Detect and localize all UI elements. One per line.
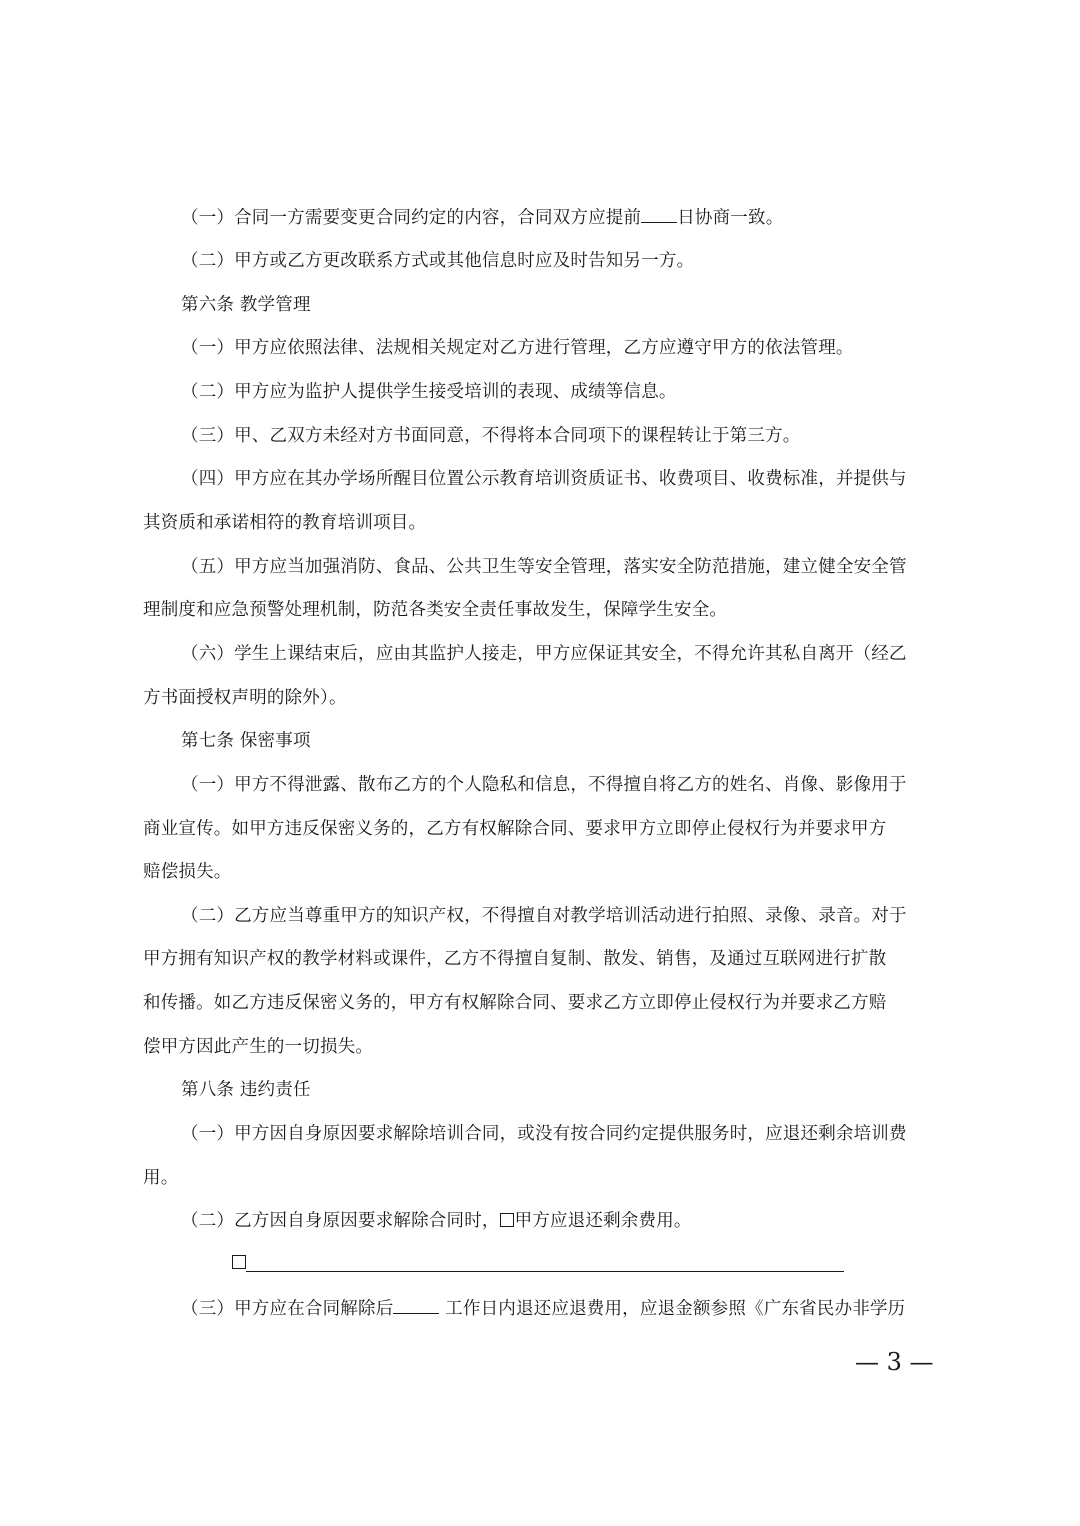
checkbox-icon[interactable] <box>232 1255 246 1269</box>
fill-in-blank <box>641 206 677 223</box>
article-7-heading: 第七条 保密事项 <box>181 731 311 751</box>
article-7-item-1-line-2: 商业宣传。如甲方违反保密义务的，乙方有权解除合同、要求甲方立即停止侵权行为并要求甲方 <box>143 819 887 839</box>
article-6-item-1: （一）甲方应依照法律、法规相关规定对乙方进行管理，乙方应遵守甲方的依法管理。 <box>181 338 854 358</box>
page-number: — 3 — <box>855 1348 934 1376</box>
clause-5-item-1 <box>181 206 991 229</box>
article-6-item-5-line-1: （五）甲方应当加强消防、食品、公共卫生等安全管理，落实安全防范措施，建立健全安全管 <box>181 557 907 577</box>
article-8-item-3 <box>181 1297 991 1320</box>
article-6-item-6-line-1: （六）学生上课结束后，应由其监护人接走，甲方应保证其安全，不得允许其私自离开（经乙 <box>181 644 907 664</box>
article-8-item-1-line-1: （一）甲方因自身原因要求解除培训合同，或没有按合同约定提供服务时，应退还剩余培训费 <box>181 1124 907 1144</box>
article-6-item-5-line-2: 理制度和应急预警处理机制，防范各类安全责任事故发生，保障学生安全。 <box>143 600 728 620</box>
article-8-item-2 <box>181 1210 991 1232</box>
fill-in-blank <box>393 1297 439 1314</box>
fill-in-blank <box>246 1270 844 1272</box>
article-6-item-3: （三）甲、乙双方未经对方书面同意，不得将本合同项下的课程转让于第三方。 <box>181 426 801 446</box>
text-segment: （二）乙方因自身原因要求解除合同时， <box>181 1211 500 1231</box>
article-6-item-2: （二）甲方应为监护人提供学生接受培训的表现、成绩等信息。 <box>181 382 677 402</box>
article-7-item-2-line-3: 和传播。如乙方违反保密义务的，甲方有权解除合同、要求乙方立即停止侵权行为并要求乙方赔 <box>143 993 887 1013</box>
checkbox-icon[interactable] <box>500 1213 514 1227</box>
article-7-item-1-line-3: 赔偿损失。 <box>143 862 232 882</box>
article-6-item-4-line-2: 其资质和承诺相符的教育培训项目。 <box>143 513 427 533</box>
text-segment: 甲方应退还剩余费用。 <box>514 1211 692 1231</box>
article-8-item-1-line-2: 用。 <box>143 1168 179 1188</box>
clause-5-item-2: （二）甲方或乙方更改联系方式或其他信息时应及时告知另一方。 <box>181 251 695 271</box>
article-6-item-6-line-2: 方书面授权声明的除外）。 <box>143 688 347 708</box>
article-7-item-2-line-2: 甲方拥有知识产权的教学材料或课件，乙方不得擅自复制、散发、销售，及通过互联网进行扩散 <box>143 949 887 969</box>
article-7-item-2-line-1: （二）乙方应当尊重甲方的知识产权，不得擅自对教学培训活动进行拍照、录像、录音。对于 <box>181 906 907 926</box>
text-segment: 日协商一致。 <box>677 208 784 228</box>
article-7-item-1-line-1: （一）甲方不得泄露、散布乙方的个人隐私和信息，不得擅自将乙方的姓名、肖像、影像用于 <box>181 775 907 795</box>
text-segment: 工作日内退还应退费用，应退金额参照《广东省民办非学历 <box>439 1299 906 1319</box>
text-segment: （一）合同一方需要变更合同约定的内容，合同双方应提前 <box>181 208 642 228</box>
article-8-heading: 第八条 违约责任 <box>181 1080 311 1100</box>
article-6-item-4-line-1: （四）甲方应在其办学场所醒目位置公示教育培训资质证书、收费项目、收费标准，并提供与 <box>181 469 907 489</box>
text-segment: （三）甲方应在合同解除后 <box>181 1299 394 1319</box>
article-7-item-2-line-4: 偿甲方因此产生的一切损失。 <box>143 1037 374 1057</box>
article-6-heading: 第六条 教学管理 <box>181 295 311 315</box>
